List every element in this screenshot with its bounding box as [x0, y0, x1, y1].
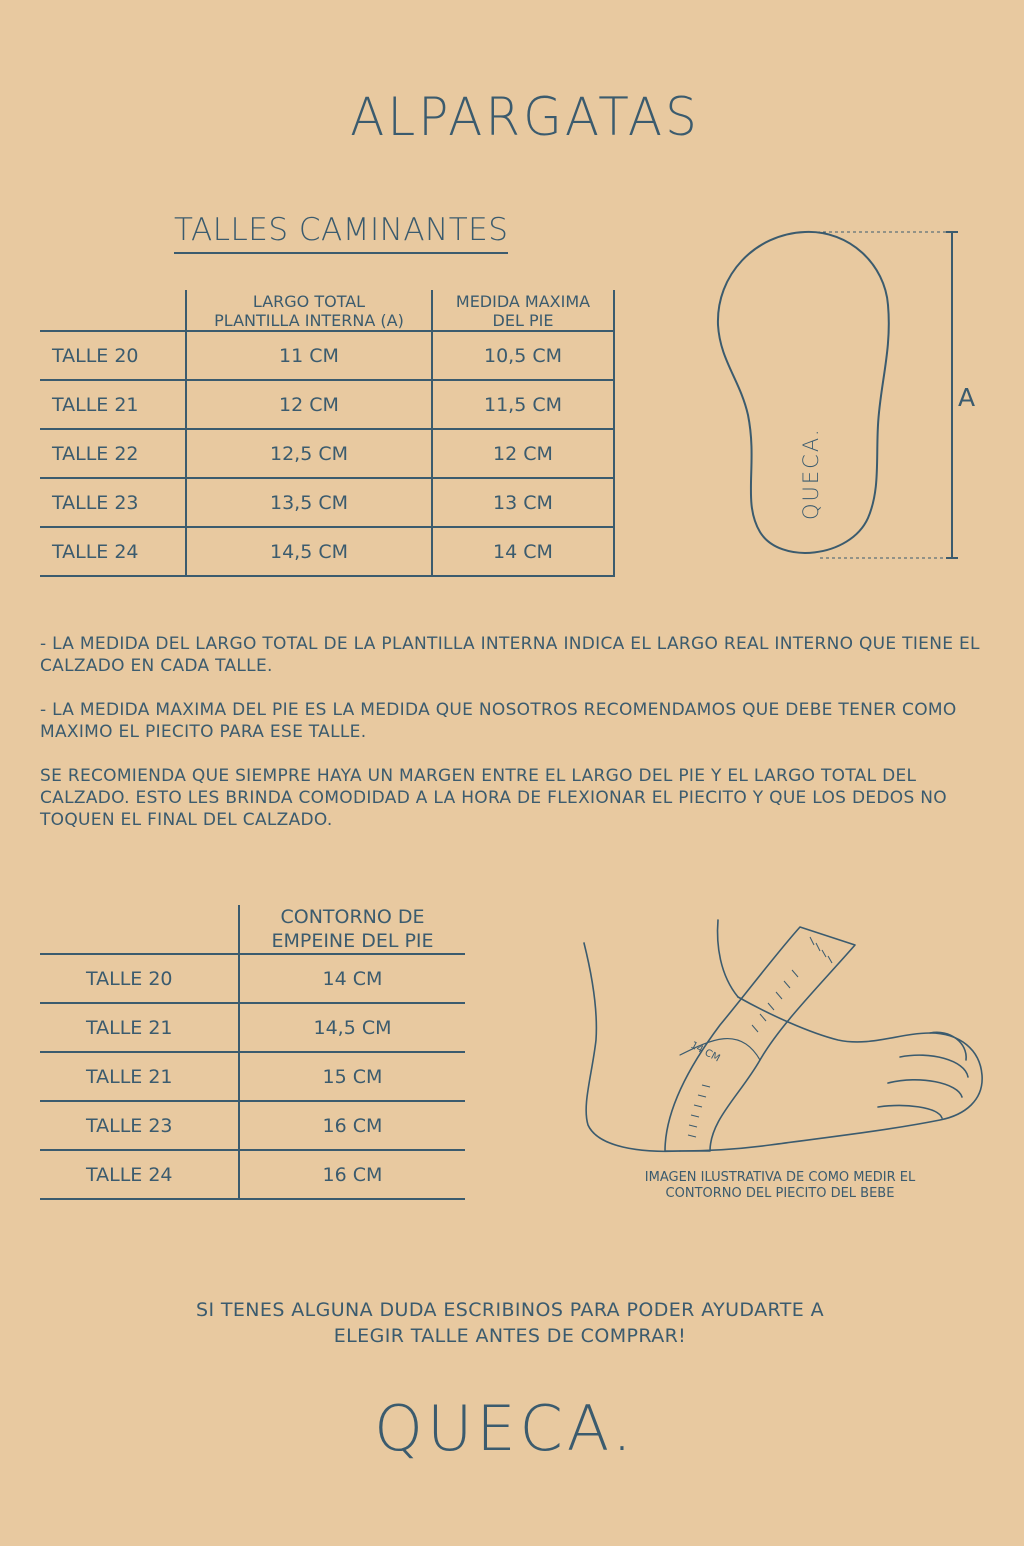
header-line: EMPEINE DEL PIE	[271, 930, 434, 952]
row-contorno: 16 CM	[239, 1150, 465, 1199]
table-row	[40, 429, 614, 478]
note-margin: SE RECOMIENDA QUE SIEMPRE HAYA UN MARGEN ENTRE EL LARGO DEL PIE Y EL LARGO TOTAL DEL CALZADO. ESTO LES BRINDA COMODIDAD A LA HORA DE FLEXIONAR EL PIECITO Y QUE LOS DEDOS NO TOQUEN EL FINAL DEL CALZADO.	[40, 766, 947, 830]
page-title: ALPARGATAS	[350, 86, 700, 148]
header-largo-total	[186, 290, 432, 331]
insole-illustration	[700, 220, 1000, 570]
foot-measure-illustration	[570, 915, 1000, 1165]
header-medida-maxima	[432, 290, 614, 331]
row-talle: TALLE 24	[40, 1150, 239, 1199]
tape-ticks	[688, 937, 832, 1137]
table-row	[40, 478, 614, 527]
row-medida: 11,5 CM	[432, 380, 614, 429]
row-medida: 12 CM	[432, 429, 614, 478]
cta-line: SI TENES ALGUNA DUDA ESCRIBINOS PARA PODER AYUDARTE A	[195, 1299, 824, 1321]
contact-message	[140, 1297, 880, 1349]
header-line: PLANTILLA INTERNA (A)	[214, 311, 404, 330]
brand-logo: QUECA.	[374, 1392, 636, 1465]
size-table-instep	[40, 905, 465, 1200]
table-row	[40, 1150, 465, 1199]
table-row	[40, 1101, 465, 1150]
cta-line: ELEGIR TALLE ANTES DE COMPRAR!	[333, 1325, 687, 1347]
row-contorno: 15 CM	[239, 1052, 465, 1101]
header-line: DEL PIE	[492, 311, 554, 330]
row-talle: TALLE 20	[40, 331, 186, 380]
row-largo: 12 CM	[186, 380, 432, 429]
table-corner	[40, 905, 239, 954]
table-row	[40, 380, 614, 429]
row-medida: 10,5 CM	[432, 331, 614, 380]
row-talle: TALLE 23	[40, 478, 186, 527]
dimension-label: A	[958, 383, 976, 412]
row-largo: 14,5 CM	[186, 527, 432, 576]
illustration-caption	[620, 1170, 940, 1202]
row-contorno: 14 CM	[239, 954, 465, 1003]
leg-front-outline	[718, 920, 738, 997]
table-row	[40, 1052, 465, 1101]
tape-label: 14 CM	[688, 1039, 722, 1065]
toe-outline	[888, 1080, 962, 1097]
table-row	[40, 954, 465, 1003]
leg-back-outline	[584, 943, 680, 1151]
row-contorno: 16 CM	[239, 1101, 465, 1150]
toe-outline	[900, 1055, 968, 1077]
toe-outline	[878, 1105, 942, 1118]
header-contorno	[239, 905, 465, 954]
table-row	[40, 331, 614, 380]
row-medida: 13 CM	[432, 478, 614, 527]
size-table-walkers	[40, 290, 615, 577]
table-row	[40, 1003, 465, 1052]
note-insole-length: - LA MEDIDA DEL LARGO TOTAL DE LA PLANTILLA INTERNA INDICA EL LARGO REAL INTERNO QUE TIENE EL CALZADO EN CADA TALLE.	[40, 634, 980, 676]
row-talle: TALLE 22	[40, 429, 186, 478]
row-talle: TALLE 21	[40, 380, 186, 429]
row-talle: TALLE 24	[40, 527, 186, 576]
insole-brand: QUECA.	[799, 427, 823, 520]
instep-outline	[680, 997, 982, 1151]
table-row	[40, 527, 614, 576]
row-largo: 11 CM	[186, 331, 432, 380]
section-subtitle: TALLES CAMINANTES	[174, 210, 508, 254]
row-talle: TALLE 21	[40, 1003, 239, 1052]
header-line: MEDIDA MAXIMA	[455, 292, 591, 311]
note-max-foot: - LA MEDIDA MAXIMA DEL PIE ES LA MEDIDA QUE NOSOTROS RECOMENDAMOS QUE DEBE TENER COMO MAXIMO EL PIECITO PARA ESE TALLE.	[40, 700, 957, 742]
row-medida: 14 CM	[432, 527, 614, 576]
table-corner	[40, 290, 186, 331]
caption-line: IMAGEN ILUSTRATIVA DE COMO MEDIR EL	[644, 1170, 916, 1185]
row-talle: TALLE 23	[40, 1101, 239, 1150]
caption-line: CONTORNO DEL PIECITO DEL BEBE	[665, 1186, 895, 1201]
row-talle: TALLE 20	[40, 954, 239, 1003]
row-largo: 12,5 CM	[186, 429, 432, 478]
row-largo: 13,5 CM	[186, 478, 432, 527]
header-line: LARGO TOTAL	[252, 292, 366, 311]
row-contorno: 14,5 CM	[239, 1003, 465, 1052]
header-line: CONTORNO DE	[280, 906, 425, 928]
row-talle: TALLE 21	[40, 1052, 239, 1101]
